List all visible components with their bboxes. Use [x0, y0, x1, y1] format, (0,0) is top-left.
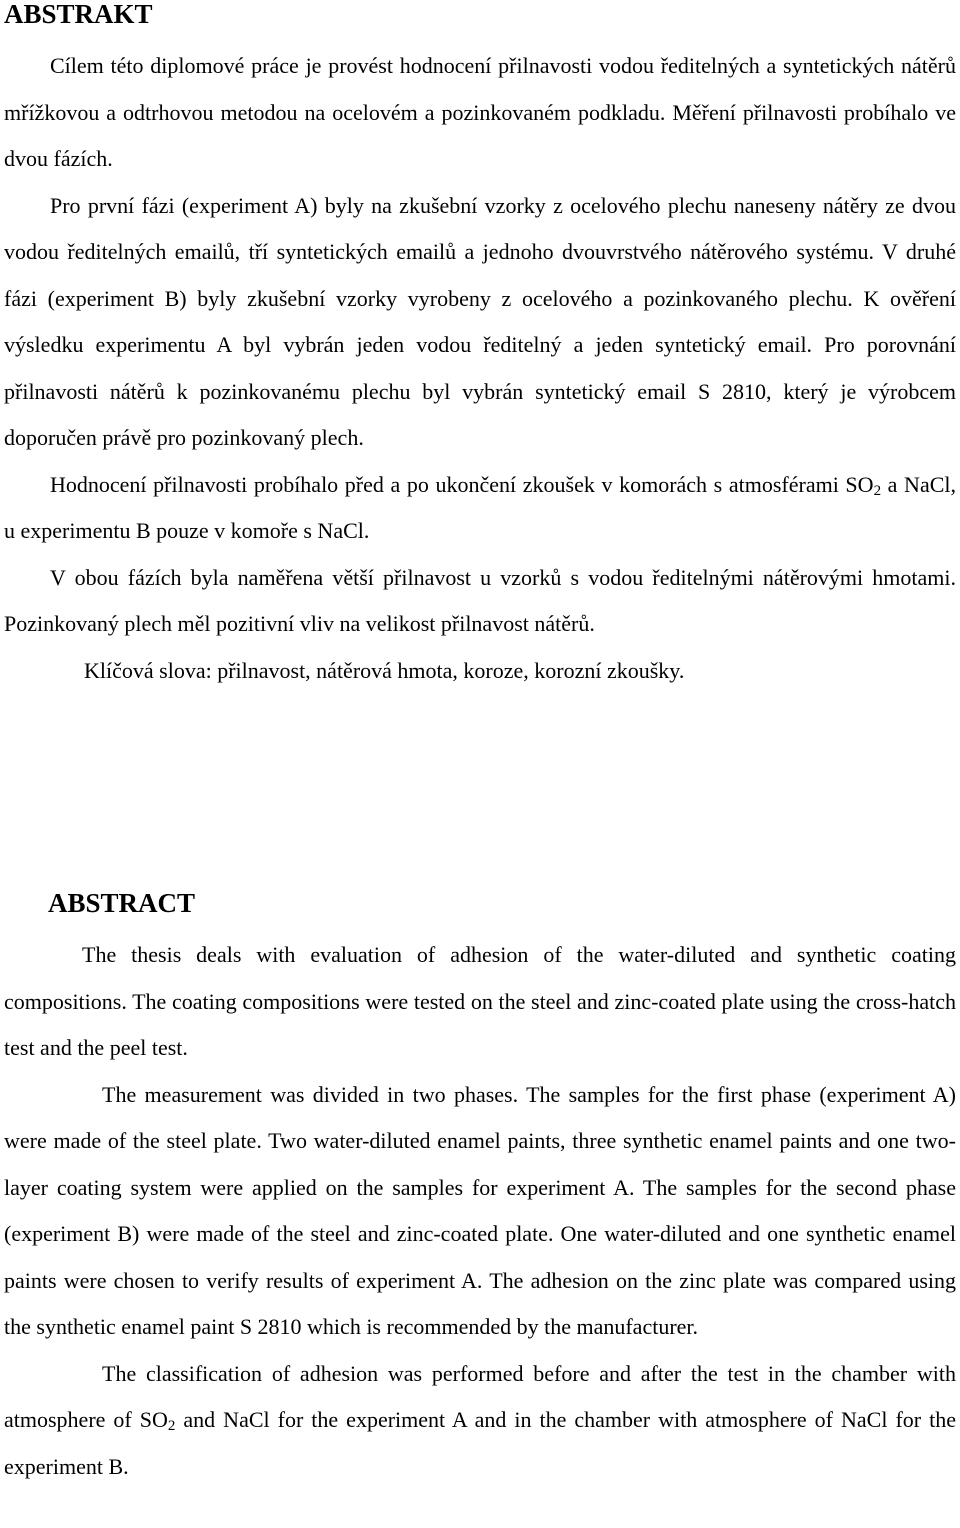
czech-paragraph-3 — [4, 462, 956, 555]
czech-paragraph-3-tail: a NaCl, u experimentu B pouze v komoře s NaCl. — [4, 471, 956, 543]
czech-abstract-heading: ABSTRAKT — [4, 0, 153, 29]
czech-abstract-body — [4, 43, 956, 694]
czech-keywords: Klíčová slova: přilnavost, nátěrová hmota, koroze, korozní zkoušky. — [84, 657, 685, 683]
czech-paragraph-4: V obou fázích byla naměřena větší přilnavost u vzorků s vodou ředitelnými nátěrovými hmotami. Pozinkovaný plech měl pozitivní vliv na velikost přilnavost nátěrů. — [4, 564, 956, 636]
english-paragraph-3-tail: and NaCl for the experiment A and in the chamber with atmosphere of NaCl for the experiment B. — [4, 1407, 957, 1479]
czech-paragraph-3-text: Hodnocení přilnavosti probíhalo před a po ukončení zkoušek v komorách s atmosférami SO — [50, 471, 874, 497]
czech-paragraph-2: Pro první fázi (experiment A) byly na zkušební vzorky z ocelového plechu naneseny nátěry ze dvou vodou ředitelných emailů, tří syntetických emailů a jednoho dvouvrstvého nátěrového systému. V druhé fázi (experiment B) byly zkušební vzorky vyrobeny z ocelového a pozinkovaného plechu. K ověření výsledku experimentu A byl vybrán jeden vodou ředitelný a jeden syntetický email. Pro porovnání přilnavosti nátěrů k pozinkovanému plechu byl vybrán syntetický email S 2810, který je výrobcem doporučen právě pro pozinkovaný plech. — [4, 192, 956, 450]
so2-subscript-en: 2 — [167, 1418, 176, 1434]
english-paragraph-1: The thesis deals with evaluation of adhesion of the water-diluted and synthetic coating compositions. The coating compositions were tested on the steel and zinc-coated plate using the cross-hatch test and the peel test. — [4, 942, 956, 1060]
english-paragraph-3 — [4, 1351, 956, 1491]
english-abstract-heading: ABSTRACT — [48, 888, 196, 918]
english-paragraph-3-text: The classification of adhesion was performed before and after the test in the chamber with atmosphere of SO — [4, 1360, 956, 1432]
english-paragraph-2: The measurement was divided in two phases. The samples for the first phase (experiment A) were made of the steel plate. Two water-diluted enamel paints, three synthetic enamel paints and one two-layer coating system were applied on the samples for experiment A. The samples for the second phase (experiment B) were made of the steel and zinc-coated plate. One water-diluted and one synthetic enamel paints were chosen to verify results of experiment A. The adhesion on the zinc plate was compared using the synthetic enamel paint S 2810 which is recommended by the manufacturer. — [4, 1081, 956, 1339]
czech-paragraph-1: Cílem této diplomové práce je provést hodnocení přilnavosti vodou ředitelných a syntetických nátěrů mřížkovou a odtrhovou metodou na ocelovém a pozinkovaném podkladu. Měření přilnavosti probíhalo ve dvou fázích. — [4, 53, 956, 171]
so2-subscript: 2 — [873, 482, 882, 499]
english-abstract-body — [4, 932, 956, 1490]
